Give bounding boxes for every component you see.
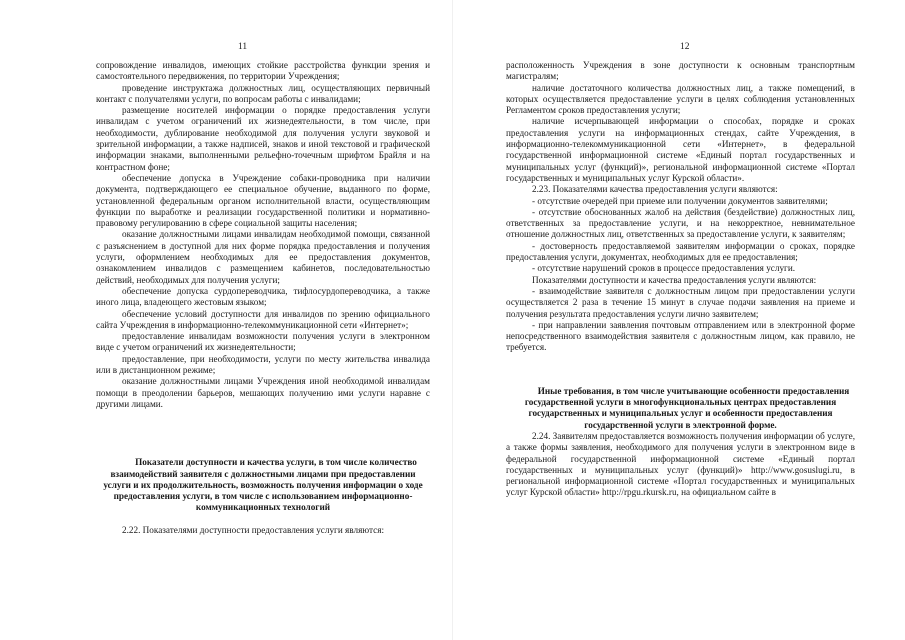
- left-closing-paragraph: 2.22. Показателями доступности предоставления услуги являются:: [122, 524, 385, 535]
- right-closing-paragraph: 2.24. Заявителям предоставляется возможность получения информации об услуге, а также формы заявления, необходимого для получения услуги в электронном виде в федеральной государственной информационной системе «Единый портал государственных и муниципальных услуг (функций)» http://www.gosuslugi.ru, в региональной информационной системе «Портал государственных и муниципальных услуг Курской области» http://rpgu.rkursk.ru, на официальном сайте в: [506, 430, 855, 498]
- left-paragraph: размещение носителей информации о порядке предоставления услуги инвалидам с учетом ограничений их жизнедеятельности, в том числе, при необходимости, дублирование необходимой для получения услуги звуковой и зрительной информации, а также надписей, знаков и иной текстовой и графической информации знаками, выполненными рельефно-точечным шрифтом Брайля и на контрастном фоне;: [96, 105, 430, 172]
- section-heading-right: Иные требования, в том числе учитывающие особенности предоставления государственной услуги в многофункциональных центрах предоставления государственных и муниципальных услуг и особенности предоставления государственной услуги в электронной форме.: [524, 385, 850, 430]
- left-paragraph: предоставление инвалидам возможности получения услуги в электронном виде с учетом ограничений их жизнедеятельности;: [96, 331, 430, 353]
- page-number-left: 11: [238, 42, 248, 52]
- left-page-body: [96, 60, 430, 536]
- left-paragraph: оказание должностными лицами инвалидам необходимой помощи, связанной с разъяснением в доступной для них форме порядка предоставления и получения услуги, оформлением необходимых для ее предоставления документов, ознакомлением инвалидов с размещением кабинетов, последовательностью действий, необходимых для получения услуги;: [96, 229, 430, 285]
- left-paragraph: проведение инструктажа должностных лиц, осуществляющих первичный контакт с получателями услуги, по вопросам работы с инвалидами;: [96, 82, 430, 104]
- right-page-body: [506, 60, 855, 499]
- right-paragraph: - при направлении заявления почтовым отправлением или в электронной форме непосредственного взаимодействия заявителя с должностным лицом, как правило, не требуется.: [506, 319, 855, 353]
- left-page: [0, 0, 452, 640]
- right-paragraph: - достоверность предоставляемой заявителям информации о сроках, порядке предоставления услуги, документах, необходимых для ее предоставления;: [506, 240, 855, 263]
- page-number-right: 12: [680, 42, 690, 52]
- left-paragraph: обеспечение допуска в Учреждение собаки-проводника при наличии документа, подтверждающего ее специальное обучение, выданного по форме, установленной федеральным органом исполнительной власти, осуществляющим функции по выработке и реализации государственной политики и нормативно-правовому регулированию в сфере социальной защиты населения;: [96, 172, 430, 229]
- section-heading-left: Показатели доступности и качества услуги, в том числе количество взаимодействий заявителя с должностными лицами при предоставлении услуги и их продолжительность, возможность получения информации о ходе предоставления услуги, в том числе с использованием информационно-коммуникационных технологий: [103, 457, 423, 513]
- right-paragraph: наличие исчерпывающей информации о способах, порядке и сроках предоставления услуги на информационных стендах, сайте Учреждения, в информационно-телекоммуникационной сети «Интернет», в федеральной государственной информационной системе «Единый портал государственных и муниципальных услуг (функций)», региональной информационной системе «Портал государственных и муниципальных услуг Курской области».: [506, 116, 855, 183]
- right-paragraph: - взаимодействие заявителя с должностным лицом при предоставлении услуги осуществляется 2 раза в течение 15 минут в случае подачи заявления на приеме и получения результата предоставления услуги лично заявителем;: [506, 285, 855, 319]
- right-paragraph: - отсутствие обоснованных жалоб на действия (бездействие) должностных лиц, ответственных за предоставление услуги, и на некорректное, невнимательное отношение должностных лиц, ответственных за предоставление услуги, к заявителям;: [506, 206, 855, 240]
- right-paragraph: 2.23. Показателями качества предоставления услуги являются:: [532, 184, 778, 195]
- right-paragraph: - отсутствие нарушений сроков в процессе предоставления услуги.: [532, 263, 796, 274]
- right-paragraph: расположенность Учреждения в зоне доступности к основным транспортным магистралям;: [506, 60, 855, 82]
- left-paragraph: обеспечение условий доступности для инвалидов по зрению официального сайта Учреждения в информационно-телекоммуникационной сети «Интернет»;: [96, 308, 430, 330]
- right-paragraph: Показателями доступности и качества предоставления услуги являются:: [532, 274, 817, 285]
- right-page: [452, 0, 905, 640]
- right-paragraph: - отсутствие очередей при приеме или получении документов заявителями;: [532, 195, 828, 206]
- left-paragraph: предоставление, при необходимости, услуги по месту жительства инвалида или в дистанционном режиме;: [96, 353, 430, 376]
- left-paragraph: обеспечение допуска сурдопереводчика, тифлосурдопереводчика, а также иного лица, владеющего жестовым языком;: [96, 285, 430, 308]
- left-paragraph: сопровождение инвалидов, имеющих стойкие расстройства функции зрения и самостоятельного передвижения, по территории Учреждения;: [96, 60, 430, 82]
- left-paragraph: оказание должностными лицами Учреждения иной необходимой инвалидам помощи в преодолении барьеров, мешающих получению ими услуги наравне с другими лицами.: [96, 376, 430, 409]
- right-paragraph: наличие достаточного количества должностных лиц, а также помещений, в которых осуществляется предоставление услуги в целях соблюдения установленных Регламентом сроков предоставления услуги;: [506, 82, 855, 116]
